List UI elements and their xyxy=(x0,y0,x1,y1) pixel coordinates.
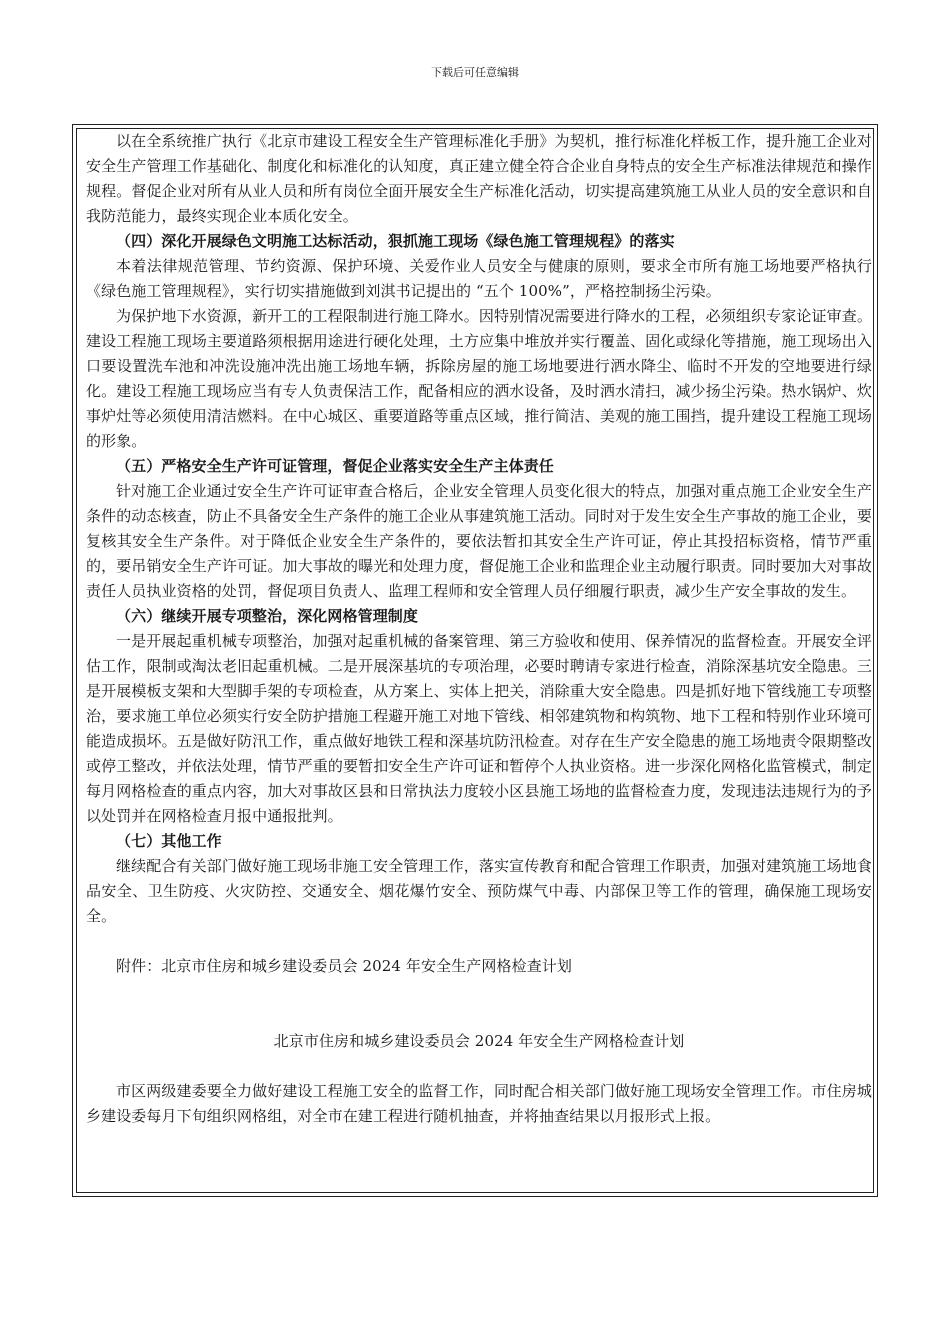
section-4-heading: （四）深化开展绿色文明施工达标活动，狠抓施工现场《绿色施工管理规程》的落实 xyxy=(116,232,675,250)
section-7-heading: （七）其他工作 xyxy=(116,832,222,850)
section-5-heading: （五）严格安全生产许可证管理，督促企业落实安全生产主体责任 xyxy=(116,457,554,475)
plan-paragraph-1: 市区两级建委要全力做好建设工程施工安全的监督工作，同时配合相关部门做好施工现场安全管理工作。市住房城乡建设委每月下旬组织网格组，对全市在建工程进行随机抽查，并将抽查结果以月报形式上报。 xyxy=(86,1082,872,1125)
section-7-paragraph-1: 继续配合有关部门做好施工现场非施工安全管理工作，落实宣传教育和配合管理工作职责，加强对建筑施工场地食品安全、卫生防疫、火灾防控、交通安全、烟花爆竹安全、预防煤气中毒、内部保卫等工作的管理，确保施工现场安全。 xyxy=(86,857,872,925)
section-4-paragraph-2: 为保护地下水资源，新开工的工程限制进行施工降水。因特别情况需要进行降水的工程，必须组织专家论证审查。建设工程施工现场主要道路须根据用途进行硬化处理，土方应集中堆放并实行覆盖、固化或绿化等措施，施工现场出入口要设置洗车池和冲洗设施冲洗出施工场地车辆，拆除房屋的施工场地要进行洒水降尘、临时不开发的空地要进行绿化。建设工程施工现场应当有专人负责保洁工作，配备相应的洒水设备，及时洒水清扫，减少扬尘污染。热水锅炉、炊事炉灶等必须使用清洁燃料。在中心城区、重要道路等重点区域，推行简洁、美观的施工围挡，提升建设工程施工现场的形象。 xyxy=(86,307,872,450)
document-frame xyxy=(72,124,878,1197)
section-6-paragraph-1: 一是开展起重机械专项整治，加强对起重机械的备案管理、第三方验收和使用、保养情况的监督检查。开展安全评估工作，限制或淘汰老旧起重机械。二是开展深基坑的专项治理，必要时聘请专家进行检查，消除深基坑安全隐患。三是开展模板支架和大型脚手架的专项检查，从方案上、实体上把关，消除重大安全隐患。四是抓好地下管线施工专项整治，要求施工单位必须实行安全防护措施工程避开施工对地下管线、相邻建筑物和构筑物、地下工程和特别作业环境可能造成损坏。五是做好防汛工作，重点做好地铁工程和深基坑防汛检查。对存在生产安全隐患的施工场地责令限期整改或停工整改，并依法处理，情节严重的要暂扣安全生产许可证和暂停个人执业资格。进一步深化网格化监管模式，制定每月网格检查的重点内容，加大对事故区县和日常执法力度较小区县施工场地的监督检查力度，发现违法违规行为的予以处罚并在网格检查月报中通报批判。 xyxy=(86,632,872,825)
document-frame-inner xyxy=(76,128,874,1193)
section-4-paragraph-1: 本着法律规范管理、节约资源、保护环境、关爱作业人员安全与健康的原则，要求全市所有施工场地要严格执行《绿色施工管理规程》，实行切实措施做到刘淇书记提出的 “五个 100%”，严格控制扬尘污染。 xyxy=(86,257,872,300)
page-header-note: 下载后可任意编辑 xyxy=(431,66,519,79)
attachment-line: 附件：北京市住房和城乡建设委员会 2024 年安全生产网格检查计划 xyxy=(116,957,573,975)
section-6-heading: （六）继续开展专项整治，深化网格管理制度 xyxy=(116,607,419,625)
document-body xyxy=(86,129,872,1129)
intro-paragraph: 以在全系统推广执行《北京市建设工程安全生产管理标准化手册》为契机，推行标准化样板工作，提升施工企业对安全生产管理工作基础化、制度化和标准化的认知度，真正建立健全符合企业自身特点的安全生产标准法律规范和操作规程。督促企业对所有从业人员和所有岗位全面开展安全生产标准化活动，切实提高建筑施工从业人员的安全意识和自我防范能力，最终实现企业本质化安全。 xyxy=(86,132,872,225)
section-5-paragraph-1: 针对施工企业通过安全生产许可证审查合格后，企业安全管理人员变化很大的特点，加强对重点施工企业安全生产条件的动态核查，防止不具备安全生产条件的施工企业从事建筑施工活动。同时对于发生安全生产事故的施工企业，要复核其安全生产条件。对于降低企业安全生产条件的，要依法暂扣其安全生产许可证，停止其投招标资格，情节严重的，要吊销安全生产许可证。加大事故的曝光和处理力度，督促施工企业和监理企业主动履行职责。同时要加大对事故责任人员执业资格的处罚，督促项目负责人、监理工程师和安全管理人员仔细履行职责，减少生产安全事故的发生。 xyxy=(86,482,872,600)
plan-title: 北京市住房和城乡建设委员会 2024 年安全生产网格检查计划 xyxy=(273,1032,685,1050)
